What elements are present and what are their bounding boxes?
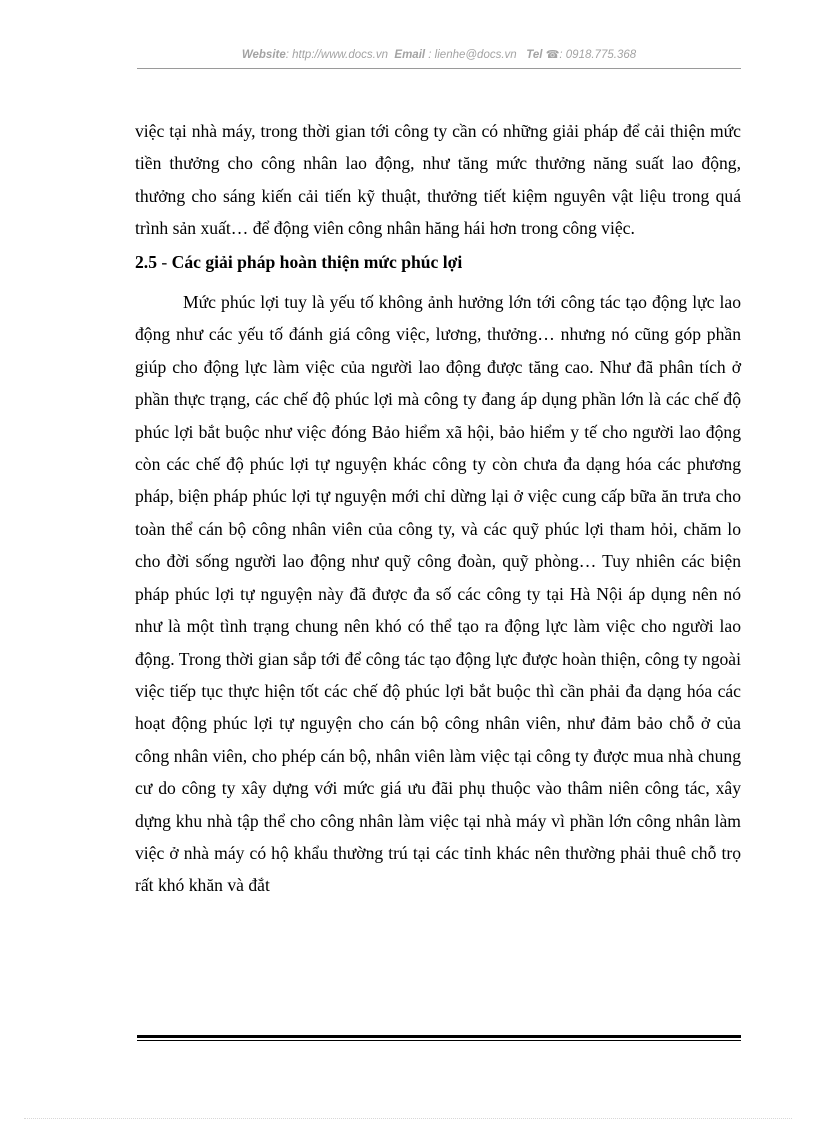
phone-icon: ☎ <box>545 49 560 61</box>
footer-rule-thick <box>137 1035 741 1038</box>
paragraph-bonus-continuation: việc tại nhà máy, trong thời gian tới công ty cần có những giải pháp để cải thiện mức tiền thưởng cho công nhân lao động, như tăng mức thưởng năng suất lao động, thưởng cho sáng kiến cải tiến kỹ thuật, thưởng tiết kiệm nguyên vật liệu trong quá trình sản xuất… để động viên công nhân hăng hái hơn trong công việc. <box>135 121 741 239</box>
header-contact-line <box>137 48 741 61</box>
email-label: Email <box>394 49 426 61</box>
section-title: Các giải pháp hoàn thiện mức phúc lợi <box>171 251 463 272</box>
website-label: Website <box>241 49 286 61</box>
page-bottom-border <box>24 1118 792 1119</box>
paragraph-welfare: Mức phúc lợi tuy là yếu tố không ảnh hưởng lớn tới công tác tạo động lực lao động như các yếu tố đánh giá công việc, lương, thưởng… nhưng nó cũng góp phần giúp cho động lực làm việc của người lao động được tăng cao. Như đã phân tích ở phần thực trạng, các chế độ phúc lợi mà công ty đang áp dụng phần lớn là các chế độ phúc lợi bắt buộc như việc đóng Bảo hiểm xã hội, bảo hiểm y tế cho người lao động còn các chế độ phúc lợi tự nguyện khác công ty còn chưa đa dạng hóa các phương pháp, biện pháp phúc lợi tự nguyện mới chỉ dừng lại ở việc cung cấp bữa ăn trưa cho toàn thể cán bộ công nhân viên của công ty, và các quỹ phúc lợi tham hỏi, chăm lo cho đời sống người lao động như quỹ công đoàn, quỹ phòng… Tuy nhiên các biện pháp phúc lợi tự nguyện này đã được đa số các công ty tại Hà Nội áp dụng nên nó như là một tình trạng chung nên khó có thể tạo ra động lực làm việc cho người lao động. Trong thời gian sắp tới để công tác tạo động lực được hoàn thiện, công ty ngoài việc tiếp tục thực hiện tốt các chế độ phúc lợi bắt buộc thì cần phải đa dạng hóa các hoạt động phúc lợi tự nguyện cho cán bộ công nhân viên, như đảm bảo chỗ ở của công nhân viên, cho phép cán bộ, nhân viên làm việc tại công ty được mua nhà chung cư do công ty xây dựng với mức giá ưu đãi phụ thuộc vào thâm niên công tác, xây dựng khu nhà tập thể cho công nhân làm việc tại nhà máy vì phần lớn công nhân làm việc ở nhà máy có hộ khẩu thường trú tại các tỉnh khác nên thường phải thuê chỗ trọ rất khó khăn và đắt <box>135 292 741 896</box>
page-header <box>137 46 741 69</box>
tel-label: Tel <box>526 49 543 61</box>
document-body <box>135 115 741 902</box>
section-number: 2.5 <box>135 251 157 272</box>
footer-rule-thin <box>137 1040 741 1041</box>
website-url[interactable]: : http://www.docs.vn <box>285 49 389 61</box>
section-heading <box>135 245 741 286</box>
tel-number: : 0918.775.368 <box>559 49 637 61</box>
section-separator: - <box>157 251 172 272</box>
email-address[interactable]: : lienhe@docs.vn <box>428 49 517 61</box>
